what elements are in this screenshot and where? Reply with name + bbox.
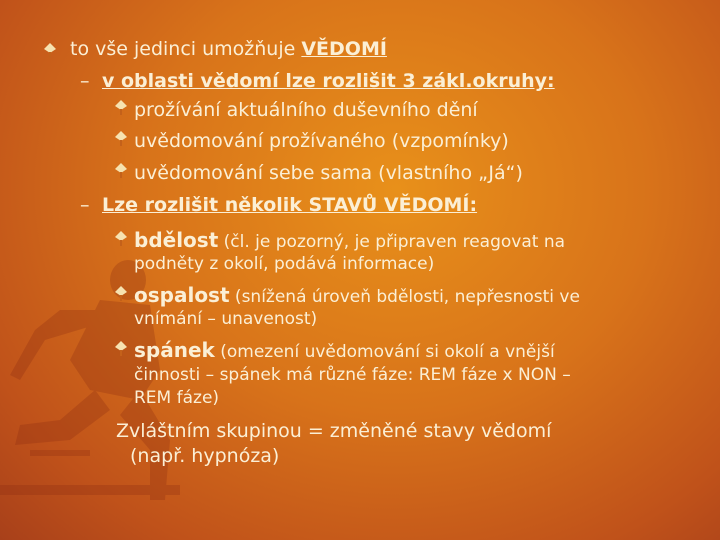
subheading-text: v oblasti vědomí lze rozlišit 3 zákl.okruhy: [102,70,555,92]
bullet-line-1 [70,38,387,60]
bullet-icon [115,286,127,302]
bullet-text: to vše jedinci umožňuje [70,38,302,60]
bullet-line-3b: uvědomování prožívaného (vzpomínky) [134,130,509,152]
bullet-icon [115,163,127,179]
state-ospalost-cont: vnímání – unavenost) [134,309,318,329]
bullet-icon [115,231,127,247]
state-desc: (čl. je pozorný, je připraven reagovat na [218,232,566,252]
dash-marker: – [80,194,90,216]
state-spanek-cont-1: činnosti – spánek má různé fáze: REM fáze x NON – [134,365,571,385]
state-desc: (snížená úroveň bdělosti, nepřesnosti ve [229,287,580,307]
state-term: ospalost [134,283,230,307]
closing-line-cont: (např. hypnóza) [130,445,280,467]
subheading-text: Lze rozlišit několik STAVŮ VĚDOMÍ: [102,194,478,216]
state-term: spánek [134,338,215,362]
state-bdelost [134,229,565,253]
state-spanek-cont-2: REM fáze) [134,388,220,408]
bullet-line-3c: uvědomování sebe sama (vlastního „Já“) [134,162,523,184]
state-desc: (omezení uvědomování si okolí a vnější [214,342,555,362]
bullet-line-4 [102,194,477,216]
emphasis-text: VĚDOMÍ [301,38,387,60]
state-bdelost-cont: podněty z okolí, podává informace) [134,254,435,274]
state-spanek [134,339,555,363]
bullet-icon [44,43,56,59]
bullet-icon [115,341,127,357]
bullet-icon [115,131,127,147]
bullet-icon [115,100,127,116]
dash-marker: – [80,70,90,92]
state-term: bdělost [134,228,219,252]
bullet-line-2 [102,70,555,92]
state-ospalost [134,284,580,308]
closing-line: Zvláštním skupinou = změněné stavy vědomí [116,420,552,442]
bullet-line-3a: prožívání aktuálního duševního dění [134,99,478,121]
